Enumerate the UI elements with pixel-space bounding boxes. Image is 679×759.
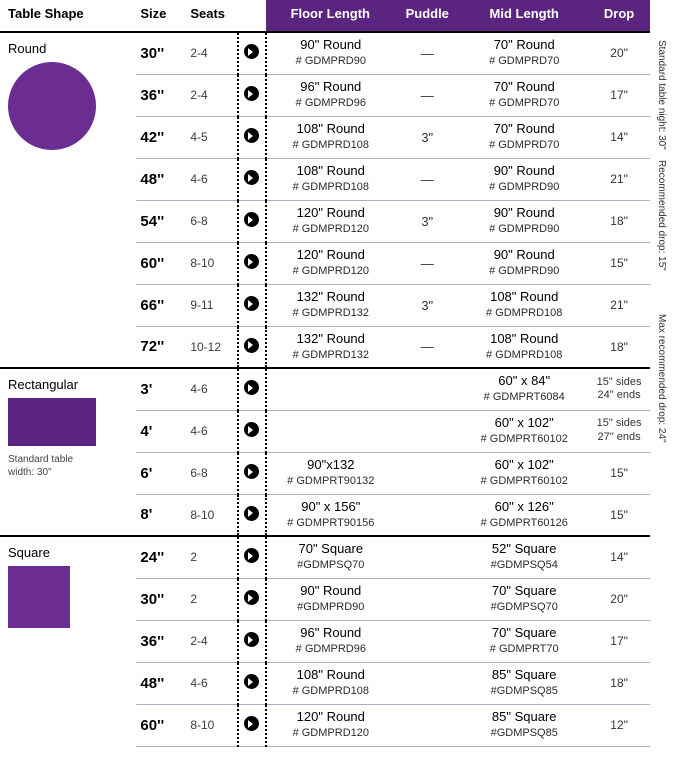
cell-size: 36'' xyxy=(136,620,184,662)
cell-puddle xyxy=(394,662,460,704)
cell-floor-length xyxy=(266,158,394,200)
cell-mid-length xyxy=(460,116,588,158)
row-marker xyxy=(238,326,267,368)
cell-floor-length-value: 108" Round xyxy=(296,120,365,136)
cell-mid-sku: # GDMPRD108 xyxy=(486,348,563,361)
cell-floor-length xyxy=(266,704,394,746)
arrow-right-icon xyxy=(244,422,259,437)
side-note-standard-height: Standard table night: 30" xyxy=(656,40,667,150)
cell-floor-length xyxy=(266,368,394,410)
cell-puddle xyxy=(394,494,460,536)
cell-floor-sku: # GDMPRD120 xyxy=(292,264,369,277)
cell-puddle xyxy=(394,368,460,410)
cell-size: 3' xyxy=(136,368,184,410)
arrow-right-icon xyxy=(244,380,259,395)
side-notes xyxy=(653,36,677,443)
cell-mid-length xyxy=(460,452,588,494)
cell-mid-length xyxy=(460,620,588,662)
cell-floor-sku: # GDMPRD120 xyxy=(292,726,369,739)
row-marker xyxy=(238,620,267,662)
cell-mid-length-value: 60" x 84" xyxy=(498,373,551,389)
row-marker xyxy=(238,368,267,410)
cell-size: 30'' xyxy=(136,578,184,620)
row-marker xyxy=(238,704,267,746)
cell-drop xyxy=(588,368,650,410)
cell-drop-value: 18" xyxy=(610,676,628,690)
cell-mid-length xyxy=(460,368,588,410)
cell-mid-length-value: 70" Round xyxy=(493,78,555,94)
cell-drop xyxy=(588,74,650,116)
row-marker xyxy=(238,578,267,620)
cell-floor-length-value: 96" Round xyxy=(300,624,362,640)
cell-mid-length-value: 60" x 102" xyxy=(494,456,554,472)
cell-floor-length xyxy=(266,74,394,116)
cell-floor-sku: # GDMPRD132 xyxy=(292,306,369,319)
shape-note: Standard table width: 30" xyxy=(8,454,74,478)
cell-floor-length-value: 120" Round xyxy=(296,708,365,724)
cell-puddle xyxy=(394,578,460,620)
cell-drop-value: 17" xyxy=(610,634,628,648)
row-marker xyxy=(238,200,267,242)
cell-floor-length xyxy=(266,32,394,74)
square-swatch xyxy=(8,566,70,628)
cell-seats: 2 xyxy=(184,536,237,578)
header-table-shape: Table Shape xyxy=(0,0,136,32)
row-marker xyxy=(238,662,267,704)
arrow-right-icon xyxy=(244,296,259,311)
shape-cell-square xyxy=(0,536,136,746)
cell-puddle: — xyxy=(394,242,460,284)
cell-floor-length-value: 132" Round xyxy=(296,330,365,346)
cell-mid-sku: #GDMPSQ85 xyxy=(490,684,558,697)
cell-mid-length-value: 70" Round xyxy=(493,37,555,53)
cell-floor-length-value: 108" Round xyxy=(296,162,365,178)
cell-seats: 2-4 xyxy=(184,620,237,662)
cell-mid-length xyxy=(460,494,588,536)
cell-floor-sku: # GDMPRT90132 xyxy=(287,474,375,487)
cell-drop-value: 20" xyxy=(610,46,628,61)
cell-mid-sku: # GDMPRD70 xyxy=(489,55,560,68)
cell-drop xyxy=(588,242,650,284)
cell-mid-length-value: 90" Round xyxy=(493,204,555,220)
cell-puddle xyxy=(394,620,460,662)
cell-floor-sku: # GDMPRD90 xyxy=(295,55,366,68)
arrow-right-icon xyxy=(244,506,259,521)
cell-drop xyxy=(588,536,650,578)
cell-puddle: — xyxy=(394,158,460,200)
cell-floor-length-value: 120" Round xyxy=(296,246,365,262)
cell-floor-length xyxy=(266,452,394,494)
cell-mid-length-value: 85" Square xyxy=(491,708,557,724)
arrow-right-icon xyxy=(244,254,259,269)
cell-drop-value: 18" xyxy=(610,214,628,228)
row-marker xyxy=(238,116,267,158)
cell-mid-length xyxy=(460,326,588,368)
cell-mid-sku: # GDMPRD90 xyxy=(489,222,560,235)
cell-seats: 8-10 xyxy=(184,242,237,284)
cell-mid-sku: # GDMPRD70 xyxy=(489,138,560,151)
cell-seats: 8-10 xyxy=(184,494,237,536)
cell-mid-length-value: 90" Round xyxy=(493,246,555,262)
side-note-recommended-drop: Recommended drop: 15" xyxy=(656,160,667,271)
header-mid-length: Mid Length xyxy=(460,0,588,32)
cell-drop xyxy=(588,410,650,452)
shape-cell-round xyxy=(0,32,136,368)
cell-floor-sku: # GDMPRD96 xyxy=(295,642,366,655)
cell-mid-length xyxy=(460,200,588,242)
cell-puddle: 3" xyxy=(394,116,460,158)
cell-seats: 6-8 xyxy=(184,200,237,242)
cell-mid-length-value: 60" x 126" xyxy=(494,498,554,514)
shape-label: Rectangular xyxy=(8,377,79,392)
cell-size: 42'' xyxy=(136,116,184,158)
row-marker xyxy=(238,158,267,200)
cell-floor-length-value: 96" Round xyxy=(300,78,362,94)
cell-size: 60'' xyxy=(136,242,184,284)
table-row xyxy=(0,368,650,410)
cell-floor-sku: # GDMPRD120 xyxy=(292,222,369,235)
arrow-right-icon xyxy=(244,338,259,353)
row-marker xyxy=(238,32,267,74)
rect-swatch xyxy=(8,398,96,446)
arrow-right-icon xyxy=(244,212,259,227)
cell-floor-length-value: 90"x132 xyxy=(307,456,355,472)
row-marker xyxy=(238,536,267,578)
cell-seats: 4-6 xyxy=(184,662,237,704)
arrow-right-icon xyxy=(244,128,259,143)
shape-label: Square xyxy=(8,545,50,560)
cell-floor-length xyxy=(266,284,394,326)
cell-puddle: 3" xyxy=(394,284,460,326)
cell-size: 48'' xyxy=(136,662,184,704)
cell-mid-length-value: 85" Square xyxy=(491,666,557,682)
cell-floor-length xyxy=(266,536,394,578)
cell-mid-length-value: 60" x 102" xyxy=(494,414,554,430)
cell-mid-length xyxy=(460,242,588,284)
arrow-right-icon xyxy=(244,464,259,479)
cell-mid-sku: #GDMPSQ85 xyxy=(490,726,558,739)
cell-mid-length xyxy=(460,32,588,74)
table-body xyxy=(0,32,650,746)
arrow-right-icon xyxy=(244,44,259,59)
arrow-right-icon xyxy=(244,86,259,101)
cell-mid-length-value: 108" Round xyxy=(490,330,559,346)
cell-mid-length xyxy=(460,158,588,200)
cell-size: 4' xyxy=(136,410,184,452)
row-marker xyxy=(238,494,267,536)
cell-floor-length xyxy=(266,620,394,662)
cell-drop xyxy=(588,494,650,536)
cell-floor-length xyxy=(266,200,394,242)
cell-floor-length-value: 120" Round xyxy=(296,204,365,220)
cell-floor-sku: #GDMPRD90 xyxy=(297,600,365,613)
cell-floor-sku: #GDMPSQ70 xyxy=(297,559,365,572)
arrow-right-icon xyxy=(244,674,259,689)
cell-mid-length xyxy=(460,74,588,116)
cell-floor-length xyxy=(266,410,394,452)
cell-seats: 4-5 xyxy=(184,116,237,158)
cell-floor-length xyxy=(266,326,394,368)
cell-mid-length-value: 52" Square xyxy=(491,541,557,557)
cell-puddle: 3" xyxy=(394,200,460,242)
cell-floor-sku: # GDMPRD108 xyxy=(292,684,369,697)
header-floor-length: Floor Length xyxy=(266,0,394,32)
row-marker xyxy=(238,74,267,116)
cell-drop xyxy=(588,326,650,368)
cell-mid-sku: # GDMPRT6084 xyxy=(483,391,565,404)
cell-drop-value: 21" xyxy=(610,298,628,312)
cell-seats: 4-6 xyxy=(184,368,237,410)
cell-drop-value: 15" sides 24" ends xyxy=(596,375,642,402)
cell-floor-sku: # GDMPRD108 xyxy=(292,180,369,193)
cell-drop-value: 17" xyxy=(610,88,628,102)
cell-seats: 10-12 xyxy=(184,326,237,368)
header-arrow-spacer xyxy=(238,0,267,32)
cell-size: 8' xyxy=(136,494,184,536)
cell-drop xyxy=(588,578,650,620)
cell-mid-length-value: 90" Round xyxy=(493,162,555,178)
row-marker xyxy=(238,284,267,326)
cell-mid-sku: #GDMPSQ70 xyxy=(490,600,558,613)
cell-drop xyxy=(588,200,650,242)
cell-mid-sku: # GDMPRD90 xyxy=(489,180,560,193)
cell-drop xyxy=(588,662,650,704)
cell-drop xyxy=(588,704,650,746)
cell-puddle: — xyxy=(394,74,460,116)
cell-size: 24'' xyxy=(136,536,184,578)
cell-drop-value: 20" xyxy=(610,592,628,606)
cell-floor-sku: # GDMPRD108 xyxy=(292,138,369,151)
cell-size: 54'' xyxy=(136,200,184,242)
circle-swatch xyxy=(8,62,96,150)
cell-seats: 2 xyxy=(184,578,237,620)
table-row xyxy=(0,32,650,74)
cell-mid-sku: # GDMPRT60102 xyxy=(480,474,568,487)
cell-seats: 9-11 xyxy=(184,284,237,326)
table-row xyxy=(0,536,650,578)
cell-puddle xyxy=(394,410,460,452)
arrow-right-icon xyxy=(244,632,259,647)
cell-mid-length-value: 70" Square xyxy=(491,582,557,598)
cell-floor-length xyxy=(266,578,394,620)
cell-floor-length xyxy=(266,116,394,158)
cell-mid-sku: # GDMPRD108 xyxy=(486,306,563,319)
cell-floor-length-value: 90" Round xyxy=(300,37,362,53)
cell-puddle xyxy=(394,704,460,746)
header-size: Size xyxy=(136,0,184,32)
arrow-right-icon xyxy=(244,548,259,563)
cell-mid-sku: # GDMPRT70 xyxy=(489,642,559,655)
cell-drop-value: 15" xyxy=(610,507,628,522)
cell-seats: 2-4 xyxy=(184,74,237,116)
cell-drop-value: 18" xyxy=(610,339,628,354)
cell-seats: 6-8 xyxy=(184,452,237,494)
side-note-max-drop: Max recommended drop: 24" xyxy=(656,314,667,443)
cell-drop xyxy=(588,284,650,326)
arrow-right-icon xyxy=(244,170,259,185)
cell-floor-length xyxy=(266,494,394,536)
cell-floor-length-value: 90" x 156" xyxy=(301,498,361,514)
cell-puddle: — xyxy=(394,32,460,74)
cell-size: 6' xyxy=(136,452,184,494)
cell-drop xyxy=(588,620,650,662)
cell-size: 48'' xyxy=(136,158,184,200)
cell-mid-length-value: 70" Round xyxy=(493,120,555,136)
cell-mid-length xyxy=(460,284,588,326)
cell-floor-length-value: 70" Square xyxy=(298,541,364,557)
shape-label: Round xyxy=(8,41,47,56)
cell-size: 36'' xyxy=(136,74,184,116)
header-drop: Drop xyxy=(588,0,650,32)
cell-floor-sku: # GDMPRD132 xyxy=(292,348,369,361)
cell-mid-length xyxy=(460,662,588,704)
cell-mid-length xyxy=(460,410,588,452)
cell-floor-length-value: 90" Round xyxy=(300,582,362,598)
cell-seats: 4-6 xyxy=(184,158,237,200)
cell-drop xyxy=(588,116,650,158)
cell-drop-value: 14" xyxy=(610,130,628,144)
cell-drop-value: 15" xyxy=(610,466,628,480)
cell-seats: 2-4 xyxy=(184,32,237,74)
cell-size: 60'' xyxy=(136,704,184,746)
cell-drop xyxy=(588,452,650,494)
row-marker xyxy=(238,410,267,452)
header-puddle: Puddle xyxy=(394,0,460,32)
cell-size: 30'' xyxy=(136,32,184,74)
cell-mid-sku: # GDMPRT60102 xyxy=(480,432,568,445)
cell-floor-length-value: 108" Round xyxy=(296,666,365,682)
row-marker xyxy=(238,452,267,494)
cell-floor-sku: # GDMPRT90156 xyxy=(287,516,375,529)
arrow-right-icon xyxy=(244,590,259,605)
table-header xyxy=(0,0,650,32)
cell-drop-value: 15" xyxy=(610,256,628,270)
cell-mid-length xyxy=(460,704,588,746)
cell-drop-value: 15" sides 27" ends xyxy=(596,417,642,443)
cell-drop-value: 14" xyxy=(610,550,628,565)
cell-size: 66'' xyxy=(136,284,184,326)
cell-floor-length xyxy=(266,242,394,284)
cell-drop xyxy=(588,32,650,74)
cell-seats: 4-6 xyxy=(184,410,237,452)
cell-floor-length-value: 132" Round xyxy=(296,288,365,304)
cell-mid-sku: # GDMPRD70 xyxy=(489,96,560,109)
cell-floor-sku: # GDMPRD96 xyxy=(295,96,366,109)
cell-puddle xyxy=(394,536,460,578)
shape-cell-rectangular xyxy=(0,368,136,536)
cell-seats: 8-10 xyxy=(184,704,237,746)
cell-mid-length-value: 108" Round xyxy=(490,288,559,304)
cell-size: 72'' xyxy=(136,326,184,368)
cell-floor-length xyxy=(266,662,394,704)
cell-mid-sku: # GDMPRT60126 xyxy=(480,516,568,529)
cell-puddle xyxy=(394,452,460,494)
cell-drop-value: 12" xyxy=(610,718,628,732)
cell-mid-sku: # GDMPRD90 xyxy=(489,264,560,277)
cell-mid-length xyxy=(460,578,588,620)
cell-drop-value: 21" xyxy=(610,172,628,186)
cell-mid-length xyxy=(460,536,588,578)
cell-drop xyxy=(588,158,650,200)
cell-mid-sku: #GDMPSQ54 xyxy=(490,559,558,572)
header-seats: Seats xyxy=(184,0,237,32)
cell-puddle: — xyxy=(394,326,460,368)
cell-mid-length-value: 70" Square xyxy=(491,624,557,640)
arrow-right-icon xyxy=(244,716,259,731)
row-marker xyxy=(238,242,267,284)
